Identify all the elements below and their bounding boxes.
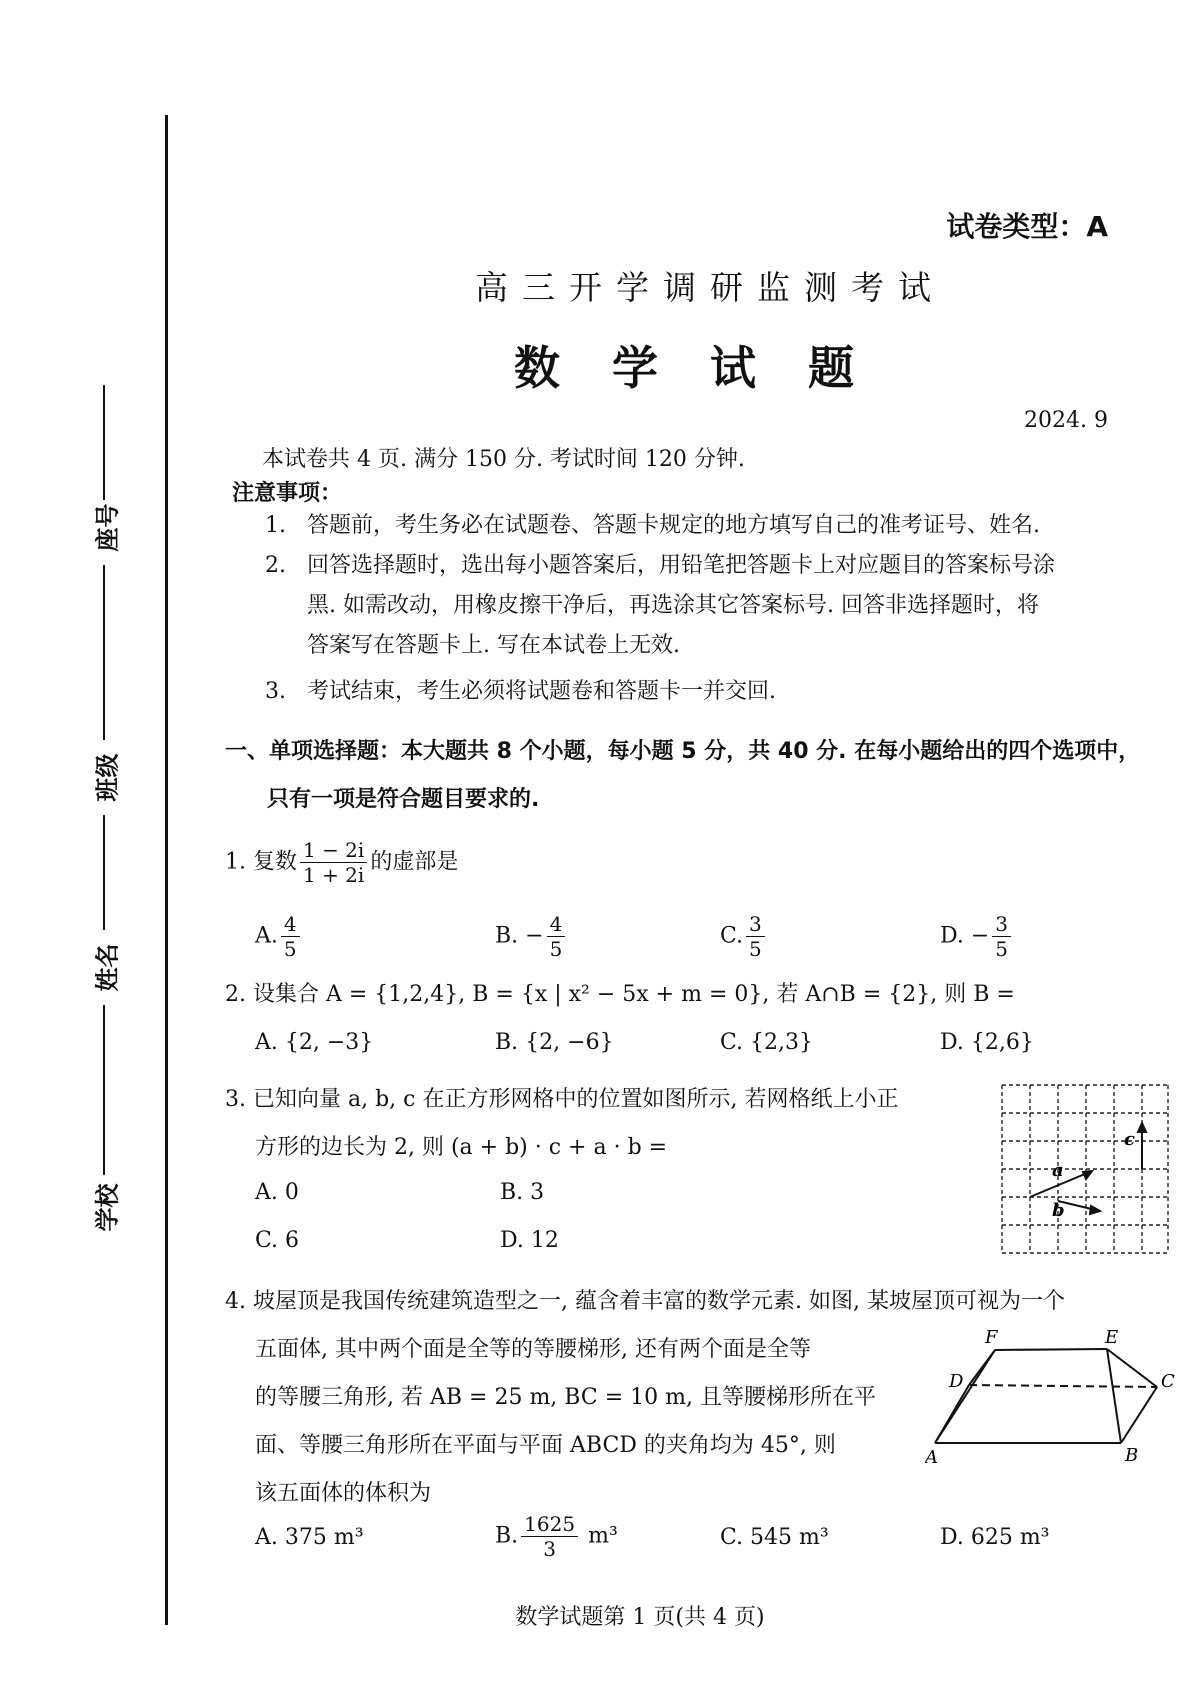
question-4-line1: 4. 坡屋顶是我国传统建筑造型之一, 蕴含着丰富的数学元素. 如图, 某坡屋顶可视为一个 (225, 1289, 1065, 1314)
notice-number: 3. (265, 679, 286, 704)
vector-a-label: a (1052, 1160, 1064, 1181)
q3-option-a[interactable]: A. 0 (255, 1180, 299, 1205)
notice-text: 考试结束，考生必须将试题卷和答题卡一并交回. (307, 679, 776, 704)
q1-prefix: 1. 复数 (225, 849, 297, 875)
option-label: A. (255, 923, 278, 949)
name-label: 姓名 (93, 943, 122, 992)
q1-option-d[interactable] (940, 912, 1014, 961)
question-3-line2: 方形的边长为 2, 则 (a + b) · c + a · b = (255, 1135, 668, 1160)
option-label: C. (720, 923, 744, 949)
notice-title: 注意事项： (232, 481, 343, 506)
notice-number: 1. (265, 513, 286, 538)
option-denominator: 5 (749, 937, 762, 961)
vertex-c-label: C (1161, 1371, 1175, 1392)
q1-suffix: 的虚部是 (370, 849, 459, 875)
notice-text-cont: 答案写在答题卡上. 写在本试卷上无效. (307, 633, 680, 658)
subject-title: 数学试题 (514, 341, 906, 395)
edge-fe (995, 1349, 1107, 1350)
vector-a-arrowhead (1083, 1171, 1092, 1179)
option-denominator: 5 (283, 937, 297, 961)
question-4-line2: 五面体, 其中两个面是全等的等腰梯形, 还有两个面是全等 (255, 1337, 811, 1362)
option-label: B. (495, 923, 519, 949)
paper-type: 试卷类型：A (946, 210, 1108, 243)
q1-fraction (300, 838, 367, 887)
q1-option-b[interactable] (495, 912, 568, 961)
q2-option-b[interactable]: B. {2, −6} (495, 1030, 614, 1055)
q1-denominator: 1 + 2i (302, 863, 365, 887)
edge-bc (1121, 1387, 1157, 1443)
notice-text: 回答选择题时，选出每小题答案后，用铅笔把答题卡上对应题目的答案标号涂 (307, 553, 1056, 578)
page-footer: 数学试题第 1 页(共 4 页) (515, 1605, 765, 1630)
edge-be (1107, 1349, 1121, 1443)
option-unit: m³ (588, 1523, 618, 1549)
notice-number: 2. (265, 553, 286, 578)
vector-grid-figure (1000, 1083, 1170, 1258)
question-2-stem: 2. 设集合 A = {1,2,4}, B = {x | x² − 5x + m = 0}, 若 A∩B = {2}, 则 B = (225, 982, 1015, 1007)
q2-option-a[interactable]: A. {2, −3} (255, 1030, 374, 1055)
option-sign: − (970, 923, 990, 949)
question-3-line1: 3. 已知向量 a, b, c 在正方形网格中的位置如图所示, 若网格纸上小正 (225, 1087, 899, 1112)
vertex-f-label: F (985, 1327, 998, 1348)
section-heading-line1: 一、单项选择题：本大题共 8 个小题，每小题 5 分，共 40 分. 在每小题给出的四个选项中， (225, 739, 1141, 764)
vector-b-arrowhead (1090, 1206, 1100, 1214)
option-numerator: 3 (746, 912, 765, 937)
option-sign: − (525, 923, 544, 949)
seat-blank-line (103, 385, 105, 500)
option-numerator: 1625 (521, 1512, 578, 1537)
option-denominator: 3 (543, 1537, 556, 1561)
edge-df (969, 1350, 995, 1385)
notice-item-2 (265, 546, 1155, 666)
edge-ce (1107, 1349, 1157, 1387)
vector-c-arrowhead (1138, 1123, 1146, 1132)
vector-b-label: b (1052, 1200, 1065, 1221)
q2-option-c[interactable]: C. {2,3} (720, 1030, 814, 1055)
q4-option-a[interactable]: A. 375 m³ (255, 1525, 364, 1550)
q3-option-d[interactable]: D. 12 (500, 1228, 559, 1253)
q4-option-c[interactable]: C. 545 m³ (720, 1525, 829, 1550)
option-denominator: 5 (995, 937, 1009, 961)
question-4-line3: 的等腰三角形, 若 AB = 25 m, BC = 10 m, 且等腰梯形所在平 (255, 1385, 876, 1410)
seat-label: 座号 (93, 503, 122, 552)
question-1-stem (225, 838, 458, 887)
vector-c-label: c (1124, 1129, 1135, 1150)
vertex-e-label: E (1105, 1327, 1119, 1348)
q1-numerator: 1 − 2i (300, 838, 367, 863)
edge-dc-hidden (969, 1385, 1157, 1387)
q4-option-d[interactable]: D. 625 m³ (940, 1525, 1050, 1550)
name-blank-line (103, 815, 105, 930)
q4-option-b[interactable] (495, 1512, 618, 1561)
section-heading-line2: 只有一项是符合题目要求的. (267, 787, 540, 812)
section-heading (225, 728, 1170, 824)
class-label: 班级 (93, 753, 122, 802)
option-numerator: 4 (547, 912, 566, 937)
option-denominator: 5 (549, 937, 563, 961)
notice-text: 答题前，考生务必在试题卷、答题卡规定的地方填写自己的准考证号、姓名. (307, 513, 1040, 538)
question-4-line5: 该五面体的体积为 (255, 1481, 432, 1506)
vertex-a-label: A (925, 1447, 938, 1465)
option-label: D. (940, 923, 964, 949)
notice-item-1 (265, 506, 1155, 546)
q2-option-d[interactable]: D. {2,6} (940, 1030, 1034, 1055)
school-label: 学校 (93, 1183, 122, 1232)
q1-option-a[interactable] (255, 912, 303, 961)
vertex-d-label: D (949, 1371, 964, 1392)
option-label: B. (495, 1523, 519, 1549)
grid-lines (1002, 1085, 1168, 1253)
notice-item-3 (265, 672, 1155, 712)
edge-af (935, 1350, 995, 1443)
notice-text-cont: 黑. 如需改动，用橡皮擦干净后，再选涂其它答案标号. 回答非选择题时，将 (307, 593, 1039, 618)
option-numerator: 4 (281, 912, 300, 937)
q3-option-c[interactable]: C. 6 (255, 1228, 300, 1253)
school-blank-line (103, 1005, 105, 1175)
question-4-line4: 面、等腰三角形所在平面与平面 ABCD 的夹角均为 45°, 则 (255, 1433, 836, 1458)
option-numerator: 3 (992, 912, 1011, 937)
intro-text: 本试卷共 4 页. 满分 150 分. 考试时间 120 分钟. (262, 447, 745, 472)
exam-name: 高三开学调研监测考试 (475, 268, 945, 307)
q1-option-c[interactable] (720, 912, 768, 961)
class-blank-line (103, 565, 105, 740)
q3-option-b[interactable]: B. 3 (500, 1180, 545, 1205)
vertex-b-label: B (1125, 1445, 1139, 1465)
roof-figure (925, 1325, 1175, 1465)
exam-date: 2024. 9 (1024, 408, 1108, 433)
